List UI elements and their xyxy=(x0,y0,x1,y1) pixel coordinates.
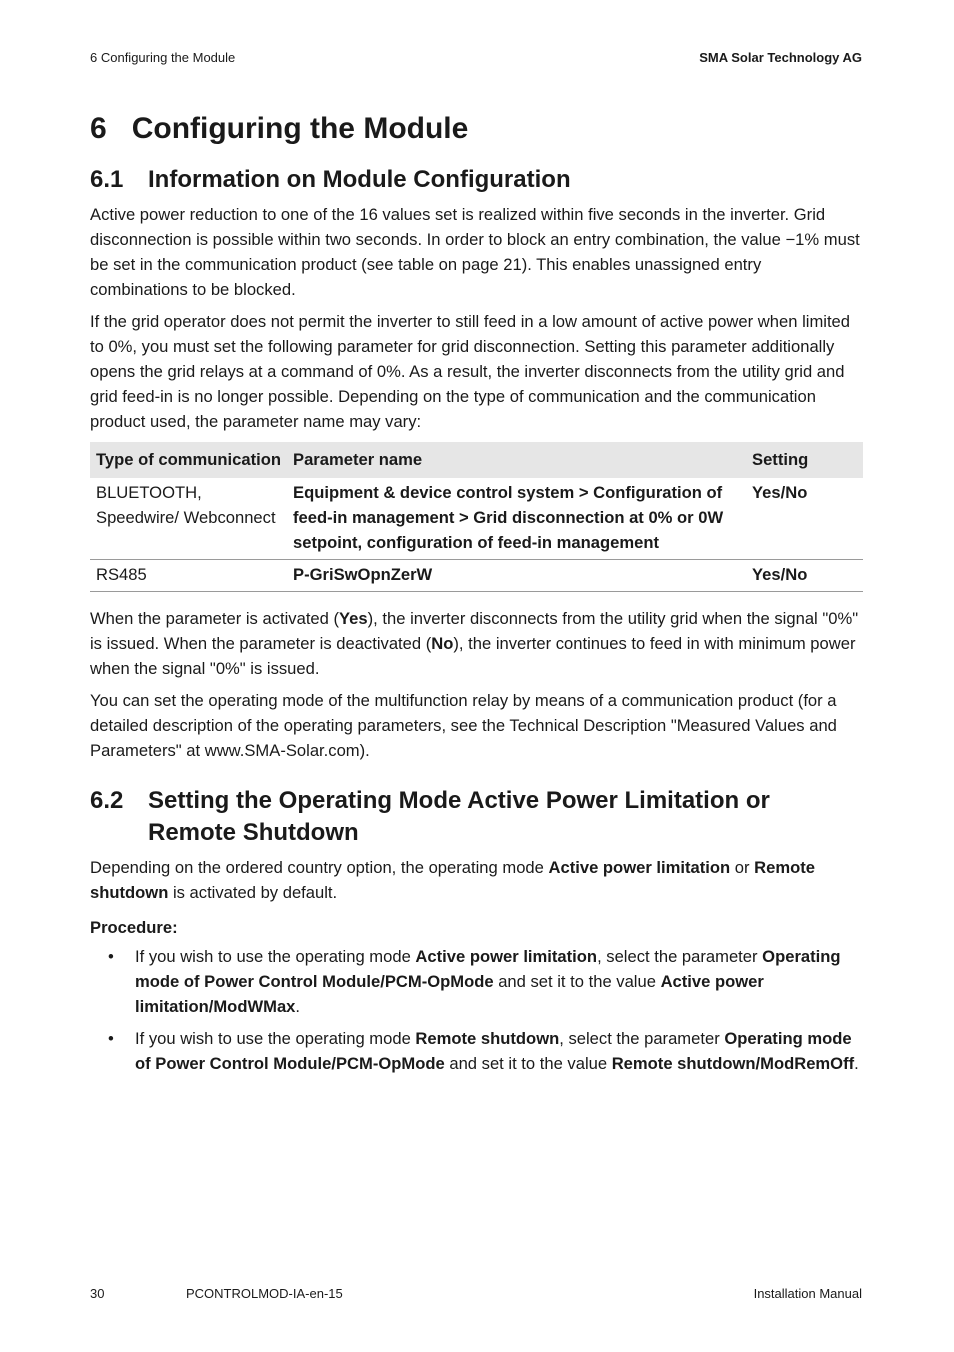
table-cell: RS485 xyxy=(90,560,287,592)
chapter-number: 6 xyxy=(90,112,107,145)
table-cell: Yes/No xyxy=(746,478,863,560)
section-title: Information on Module Configuration xyxy=(148,166,571,193)
bullet-icon: • xyxy=(108,947,114,966)
chapter-title xyxy=(90,108,863,150)
paragraph: Depending on the ordered country option, the operating mode Active power limitation or Remote shutdown is activated by default. xyxy=(90,858,815,902)
page-number: 30 xyxy=(90,1286,105,1301)
column-header: Setting xyxy=(746,442,863,478)
section-heading-6-1 xyxy=(90,164,863,196)
bullet-icon: • xyxy=(108,1029,114,1048)
procedure-list xyxy=(90,944,863,1076)
page-content xyxy=(90,108,863,1083)
table-row xyxy=(90,560,863,592)
procedure-label: Procedure: xyxy=(90,918,178,937)
column-header: Type of communication xyxy=(90,442,287,478)
paragraph: You can set the operating mode of the multifunction relay by means of a communication product (for a detailed description of the operating parameters, see the Technical Description "Measured Values and Parameters" at www.SMA-Solar.com). xyxy=(90,691,837,760)
chapter-title-text: Configuring the Module xyxy=(131,112,469,145)
paragraph: If the grid operator does not permit the inverter to still feed in a low amount of active power when limited to 0%, you must set the following parameter for grid disconnection. Setting this parameter additionally opens the grid relays at a command of 0%. As a result, the inverter disconnects from the utility grid and grid feed-in is no longer possible. Depending on the type of communication and the communication product used, the parameter name may vary: xyxy=(90,312,851,431)
table-header-row xyxy=(90,442,863,478)
table-row xyxy=(90,478,863,560)
section-heading-6-2 xyxy=(90,785,863,849)
section-number: 6.2 xyxy=(90,787,124,814)
running-header-chapter: 6 Configuring the Module xyxy=(90,50,236,65)
document-title: Installation Manual xyxy=(753,1286,862,1301)
paragraph: Active power reduction to one of the 16 values set is realized within five seconds in the inverter. Grid disconnection is possible within two seconds. In order to block an entry combination, the value −1% must be set in the communication product (see table on page 21). This enables unassigned entry combinations to be blocked. xyxy=(90,205,860,299)
table-cell: Yes/No xyxy=(746,560,863,592)
document-id: PCONTROLMOD-IA-en-15 xyxy=(186,1286,343,1301)
table-cell: Equipment & device control system > Configuration of feed-in management > Grid disconnection at 0% or 0W setpoint, configuration of feed-in management xyxy=(287,478,746,560)
parameter-table xyxy=(90,442,863,592)
column-header: Parameter name xyxy=(287,442,746,478)
paragraph: When the parameter is activated (Yes), the inverter disconnects from the utility grid when the signal "0%" is issued. When the parameter is deactivated (No), the inverter continues to feed in with minimum power when the signal "0%" is issued. xyxy=(90,609,859,678)
list-item: • If you wish to use the operating mode Remote shutdown, select the parameter Operating mode of Power Control Module/PCM-OpMode and set it to the value Remote shutdown/ModRemOff. xyxy=(90,1026,863,1076)
section-number: 6.1 xyxy=(90,166,124,193)
table-cell: BLUETOOTH, Speedwire/ Webconnect xyxy=(90,478,287,560)
list-item: • If you wish to use the operating mode Active power limitation, select the parameter Operating mode of Power Control Module/PCM-OpMode and set it to the value Active power limitation/ModWMax. xyxy=(90,944,863,1019)
running-header-company: SMA Solar Technology AG xyxy=(699,50,862,65)
section-title: Setting the Operating Mode Active Power Limitation or Remote Shutdown xyxy=(148,787,770,846)
table-cell: P-GriSwOpnZerW xyxy=(287,560,746,592)
